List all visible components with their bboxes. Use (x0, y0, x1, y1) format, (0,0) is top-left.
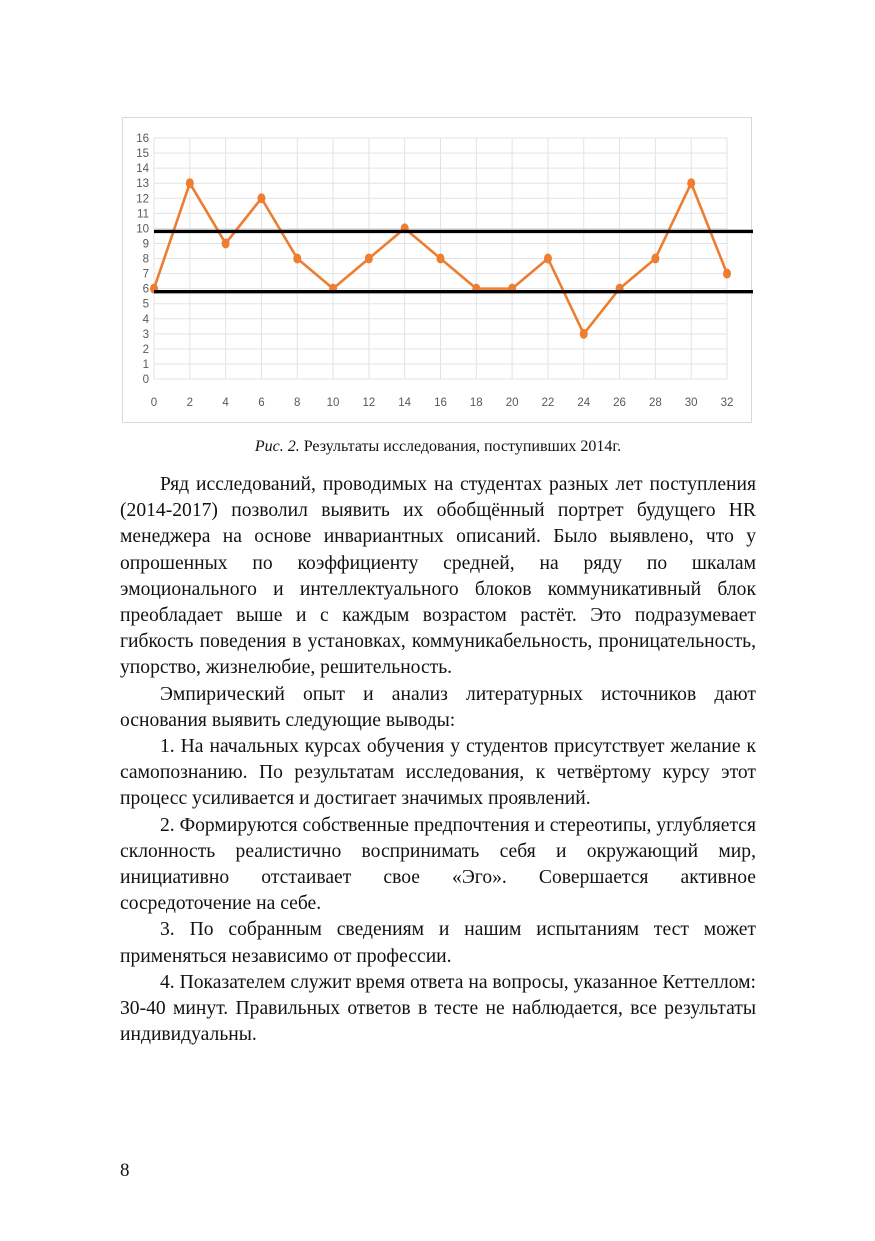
figure-caption-text: Результаты исследования, поступивших 2014г. (299, 438, 622, 455)
y-tick-label: 4 (142, 313, 149, 326)
y-tick-label: 7 (142, 268, 149, 281)
paragraph: Эмпирический опыт и анализ литературных источников дают основания выявить следующие выводы: (120, 683, 756, 731)
x-tick-label: 10 (326, 397, 340, 409)
data-point (580, 329, 588, 339)
list-item: 4. Показателем служит время ответа на вопросы, указанное Кеттеллом: 30-40 минут. Правильных ответов в тесте не наблюдается, все результаты индивидуальны. (120, 971, 756, 1046)
list-item: 3. По собранным сведениям и нашим испытаниям тест может применяться независимо от профессии. (120, 919, 756, 967)
data-point (687, 178, 695, 188)
list-item: 2. Формируются собственные предпочтения и стереотипы, углубляется склонность реалистично воспринимать себя и окружающий мир, инициативно отстаивает свое «Эго». Совершается активное сосредоточение на себе. (120, 814, 756, 915)
x-tick-label: 4 (222, 397, 229, 409)
x-tick-label: 14 (398, 397, 412, 409)
x-tick-label: 28 (648, 397, 662, 409)
x-tick-label: 0 (150, 397, 158, 409)
paragraph: Ряд исследований, проводимых на студентах разных лет поступления (2014-2017) позволил выявить их обобщённый портрет будущего HR менеджера на основе инвариантных описаний. Было выявлено, что у опрошенных по коэффициенту средней, на ряду по шкалам эмоционального и интеллектуального блоков коммуникативный блок преобладает выше и с каждым возрастом растёт. Это подразумевает гибкость поведения в установках, коммуникабельность, проницательность, упорство, жизнелюбие, решительность. (120, 474, 756, 679)
y-axis-ticks (136, 133, 149, 386)
x-tick-label: 26 (613, 397, 626, 409)
x-tick-label: 6 (258, 397, 265, 409)
data-point (544, 254, 552, 264)
data-point (222, 238, 230, 248)
y-tick-label: 1 (142, 358, 149, 371)
x-axis-ticks (151, 397, 734, 409)
y-tick-label: 9 (142, 238, 149, 251)
y-tick-label: 15 (136, 148, 149, 161)
y-tick-label: 14 (136, 163, 149, 176)
y-tick-label: 16 (136, 133, 149, 145)
y-tick-label: 13 (136, 178, 149, 191)
figure-caption-label: Рис. 2. (254, 438, 300, 455)
x-tick-label: 12 (362, 397, 376, 409)
figure-chart (122, 117, 752, 423)
x-tick-label: 18 (469, 397, 483, 409)
data-point (257, 193, 265, 203)
data-point (365, 254, 373, 264)
y-tick-label: 12 (136, 193, 149, 206)
data-point (437, 254, 445, 264)
body-text (120, 472, 756, 1048)
figure-caption (120, 437, 756, 457)
data-point (186, 178, 194, 188)
y-tick-label: 5 (142, 298, 149, 311)
x-tick-label: 22 (541, 397, 555, 409)
x-tick-label: 30 (684, 397, 698, 409)
y-tick-label: 8 (142, 253, 149, 266)
x-tick-label: 24 (577, 397, 591, 409)
x-tick-label: 20 (505, 397, 519, 409)
data-point (723, 269, 731, 279)
x-tick-label: 16 (434, 397, 447, 409)
data-point (293, 254, 301, 264)
y-tick-label: 10 (136, 223, 149, 236)
y-tick-label: 3 (142, 328, 149, 341)
x-tick-label: 8 (294, 397, 301, 409)
list-item: 1. На начальных курсах обучения у студентов присутствует желание к самопознанию. По результатам исследования, к четвёртому курсу этот процесс усиливается и достигает значимых проявлений. (120, 736, 756, 810)
y-tick-label: 11 (137, 208, 149, 221)
line-chart (123, 118, 753, 424)
x-tick-label: 32 (720, 397, 734, 409)
y-tick-label: 0 (142, 374, 149, 386)
data-point (651, 254, 659, 264)
y-tick-label: 2 (142, 343, 149, 356)
page-number: 8 (120, 1160, 130, 1181)
y-tick-label: 6 (142, 283, 149, 296)
x-tick-label: 2 (186, 397, 194, 409)
